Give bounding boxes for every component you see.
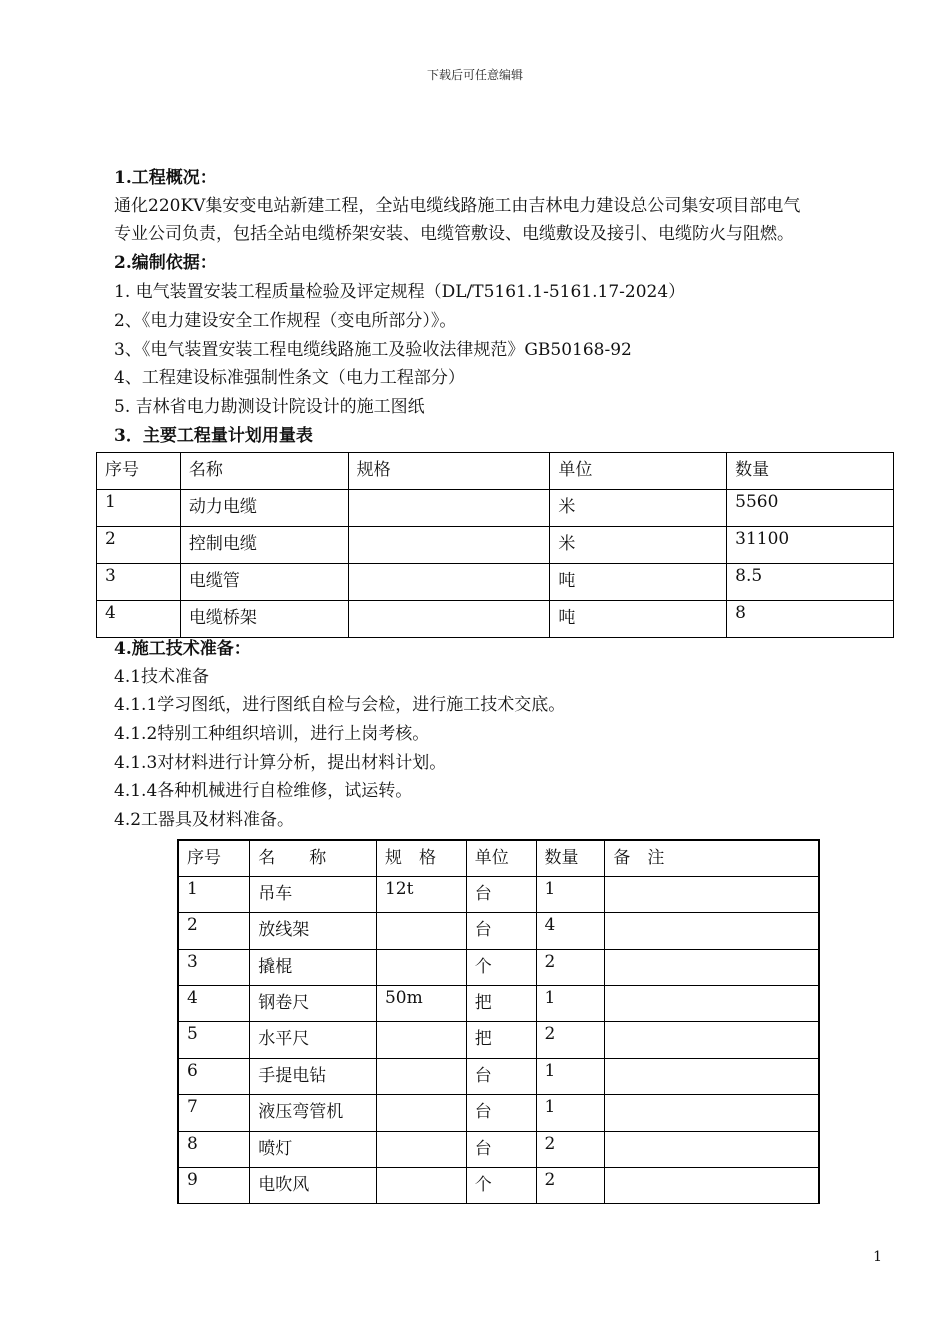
- table-cell: [605, 1058, 819, 1094]
- table-cell: 1: [178, 876, 250, 912]
- table-cell: [348, 601, 550, 638]
- table-row: [178, 1058, 819, 1094]
- prep-item-4-1-1: 4.1.1学习图纸，进行图纸自检与会检，进行施工技术交底。: [114, 695, 566, 715]
- prep-item-4-1-3: 4.1.3对材料进行计算分析，提出材料计划。: [114, 753, 447, 773]
- table-cell: [605, 876, 819, 912]
- section-2-title: 2.编制依据：: [114, 253, 217, 273]
- table-cell: [605, 1168, 819, 1204]
- table-row: [178, 876, 819, 912]
- table-cell: 31100: [727, 527, 894, 564]
- table-cell: 8.5: [727, 564, 894, 601]
- table-cell: 1: [536, 1058, 605, 1094]
- table-cell: [605, 1022, 819, 1058]
- table-cell: 撬棍: [250, 949, 377, 985]
- table-cell: 把: [466, 986, 536, 1022]
- table-cell: 2: [536, 1168, 605, 1204]
- header-cell: 备 注: [605, 840, 819, 876]
- table-cell: [605, 986, 819, 1022]
- table-cell: 3: [178, 949, 250, 985]
- section-4-title: 4.施工技术准备：: [114, 639, 251, 659]
- table-cell: [348, 527, 550, 564]
- table-row: [97, 601, 894, 638]
- page-number: 1: [873, 1249, 882, 1265]
- basis-item-5: 5. 吉林省电力勘测设计院设计的施工图纸: [114, 397, 425, 417]
- overview-paragraph-line-1: 通化220KV集安变电站新建工程，全站电缆线路施工由吉林电力建设总公司集安项目部电气: [114, 196, 801, 216]
- table-cell: 6: [178, 1058, 250, 1094]
- table-cell: 3: [97, 564, 181, 601]
- table-cell: [605, 1095, 819, 1131]
- table-cell: 个: [466, 1168, 536, 1204]
- header-cell: 单位: [550, 453, 727, 490]
- header-cell: 数量: [727, 453, 894, 490]
- basis-item-3: 3、《电气装置安装工程电缆线路施工及验收法律规范》GB50168-92: [114, 340, 632, 360]
- table-cell: 吊车: [250, 876, 377, 912]
- prep-item-4-1: 4.1技术准备: [114, 667, 210, 687]
- table-cell: 2: [178, 913, 250, 949]
- table-cell: [376, 949, 466, 985]
- table-row: [178, 1095, 819, 1131]
- table-cell: 4: [97, 601, 181, 638]
- table-cell: 电吹风: [250, 1168, 377, 1204]
- table-cell: 8: [727, 601, 894, 638]
- table-row: [178, 949, 819, 985]
- table-cell: [348, 564, 550, 601]
- table-cell: 液压弯管机: [250, 1095, 377, 1131]
- table-cell: 1: [536, 1095, 605, 1131]
- table-row: [178, 1131, 819, 1167]
- table-cell: 台: [466, 1058, 536, 1094]
- basis-item-2: 2、《电力建设安全工作规程（变电所部分）》。: [114, 311, 457, 331]
- header-cell: 名称: [180, 453, 348, 490]
- overview-paragraph-line-2: 专业公司负责，包括全站电缆桥架安装、电缆管敷设、电缆敷设及接引、电缆防火与阻燃。: [114, 224, 794, 244]
- table-cell: [376, 913, 466, 949]
- quantity-table: [96, 452, 894, 638]
- table-row: [97, 527, 894, 564]
- header-cell: 单位: [466, 840, 536, 876]
- header-cell: 规格: [348, 453, 550, 490]
- table-cell: 8: [178, 1131, 250, 1167]
- table-cell: 4: [178, 986, 250, 1022]
- header-cell: 规 格: [376, 840, 466, 876]
- table-cell: 把: [466, 1022, 536, 1058]
- table-cell: 2: [536, 949, 605, 985]
- table-cell: [376, 1131, 466, 1167]
- prep-item-4-1-2: 4.1.2特别工种组织培训，进行上岗考核。: [114, 724, 430, 744]
- table-cell: 4: [536, 913, 605, 949]
- table-cell: [376, 1058, 466, 1094]
- table-cell: 5560: [727, 490, 894, 527]
- basis-item-1: 1. 电气装置安装工程质量检验及评定规程（DL/T5161.1-5161.17-2024）: [114, 282, 686, 302]
- page-header: 下载后可任意编辑: [426, 68, 523, 82]
- table-cell: 12t: [376, 876, 466, 912]
- table-cell: 喷灯: [250, 1131, 377, 1167]
- table-header-row: [97, 453, 894, 490]
- table-cell: 2: [536, 1022, 605, 1058]
- table-cell: 台: [466, 913, 536, 949]
- table-cell: 动力电缆: [180, 490, 348, 527]
- table-cell: 7: [178, 1095, 250, 1131]
- table-cell: 1: [536, 986, 605, 1022]
- table-cell: 50m: [376, 986, 466, 1022]
- table-cell: 手提电钻: [250, 1058, 377, 1094]
- table-row: [178, 1022, 819, 1058]
- table-cell: 台: [466, 1131, 536, 1167]
- prep-item-4-2: 4.2工器具及材料准备。: [114, 810, 295, 830]
- table-cell: 放线架: [250, 913, 377, 949]
- table-cell: 电缆管: [180, 564, 348, 601]
- basis-item-4: 4、工程建设标准强制性条文（电力工程部分）: [114, 368, 465, 388]
- table-cell: 米: [550, 490, 727, 527]
- table-cell: 控制电缆: [180, 527, 348, 564]
- table-cell: 5: [178, 1022, 250, 1058]
- prep-item-4-1-4: 4.1.4各种机械进行自检维修，试运转。: [114, 781, 413, 801]
- table-cell: 1: [97, 490, 181, 527]
- table-cell: 台: [466, 876, 536, 912]
- section-1-title: 1.工程概况：: [114, 168, 217, 188]
- table-cell: [376, 1022, 466, 1058]
- table-cell: [605, 913, 819, 949]
- table-cell: 1: [536, 876, 605, 912]
- table-cell: 钢卷尺: [250, 986, 377, 1022]
- table-cell: 9: [178, 1168, 250, 1204]
- table-cell: [605, 1131, 819, 1167]
- table-row: [97, 564, 894, 601]
- header-cell: 名 称: [250, 840, 377, 876]
- header-cell: 序号: [178, 840, 250, 876]
- table-row: [178, 1168, 819, 1204]
- table-cell: 吨: [550, 601, 727, 638]
- table-cell: 个: [466, 949, 536, 985]
- table-row: [97, 490, 894, 527]
- table-cell: [605, 949, 819, 985]
- table-cell: [376, 1095, 466, 1131]
- table-cell: 吨: [550, 564, 727, 601]
- table-cell: 米: [550, 527, 727, 564]
- table-row: [178, 913, 819, 949]
- table-cell: [376, 1168, 466, 1204]
- header-cell: 数量: [536, 840, 605, 876]
- table-cell: [348, 490, 550, 527]
- table-cell: 2: [536, 1131, 605, 1167]
- table-cell: 水平尺: [250, 1022, 377, 1058]
- table-cell: 台: [466, 1095, 536, 1131]
- header-cell: 序号: [97, 453, 181, 490]
- tools-materials-table: [177, 839, 820, 1204]
- table-cell: 2: [97, 527, 181, 564]
- section-3-title: 3．主要工程量计划用量表: [114, 426, 313, 446]
- table-cell: 电缆桥架: [180, 601, 348, 638]
- table-row: [178, 986, 819, 1022]
- table-header-row: [178, 840, 819, 876]
